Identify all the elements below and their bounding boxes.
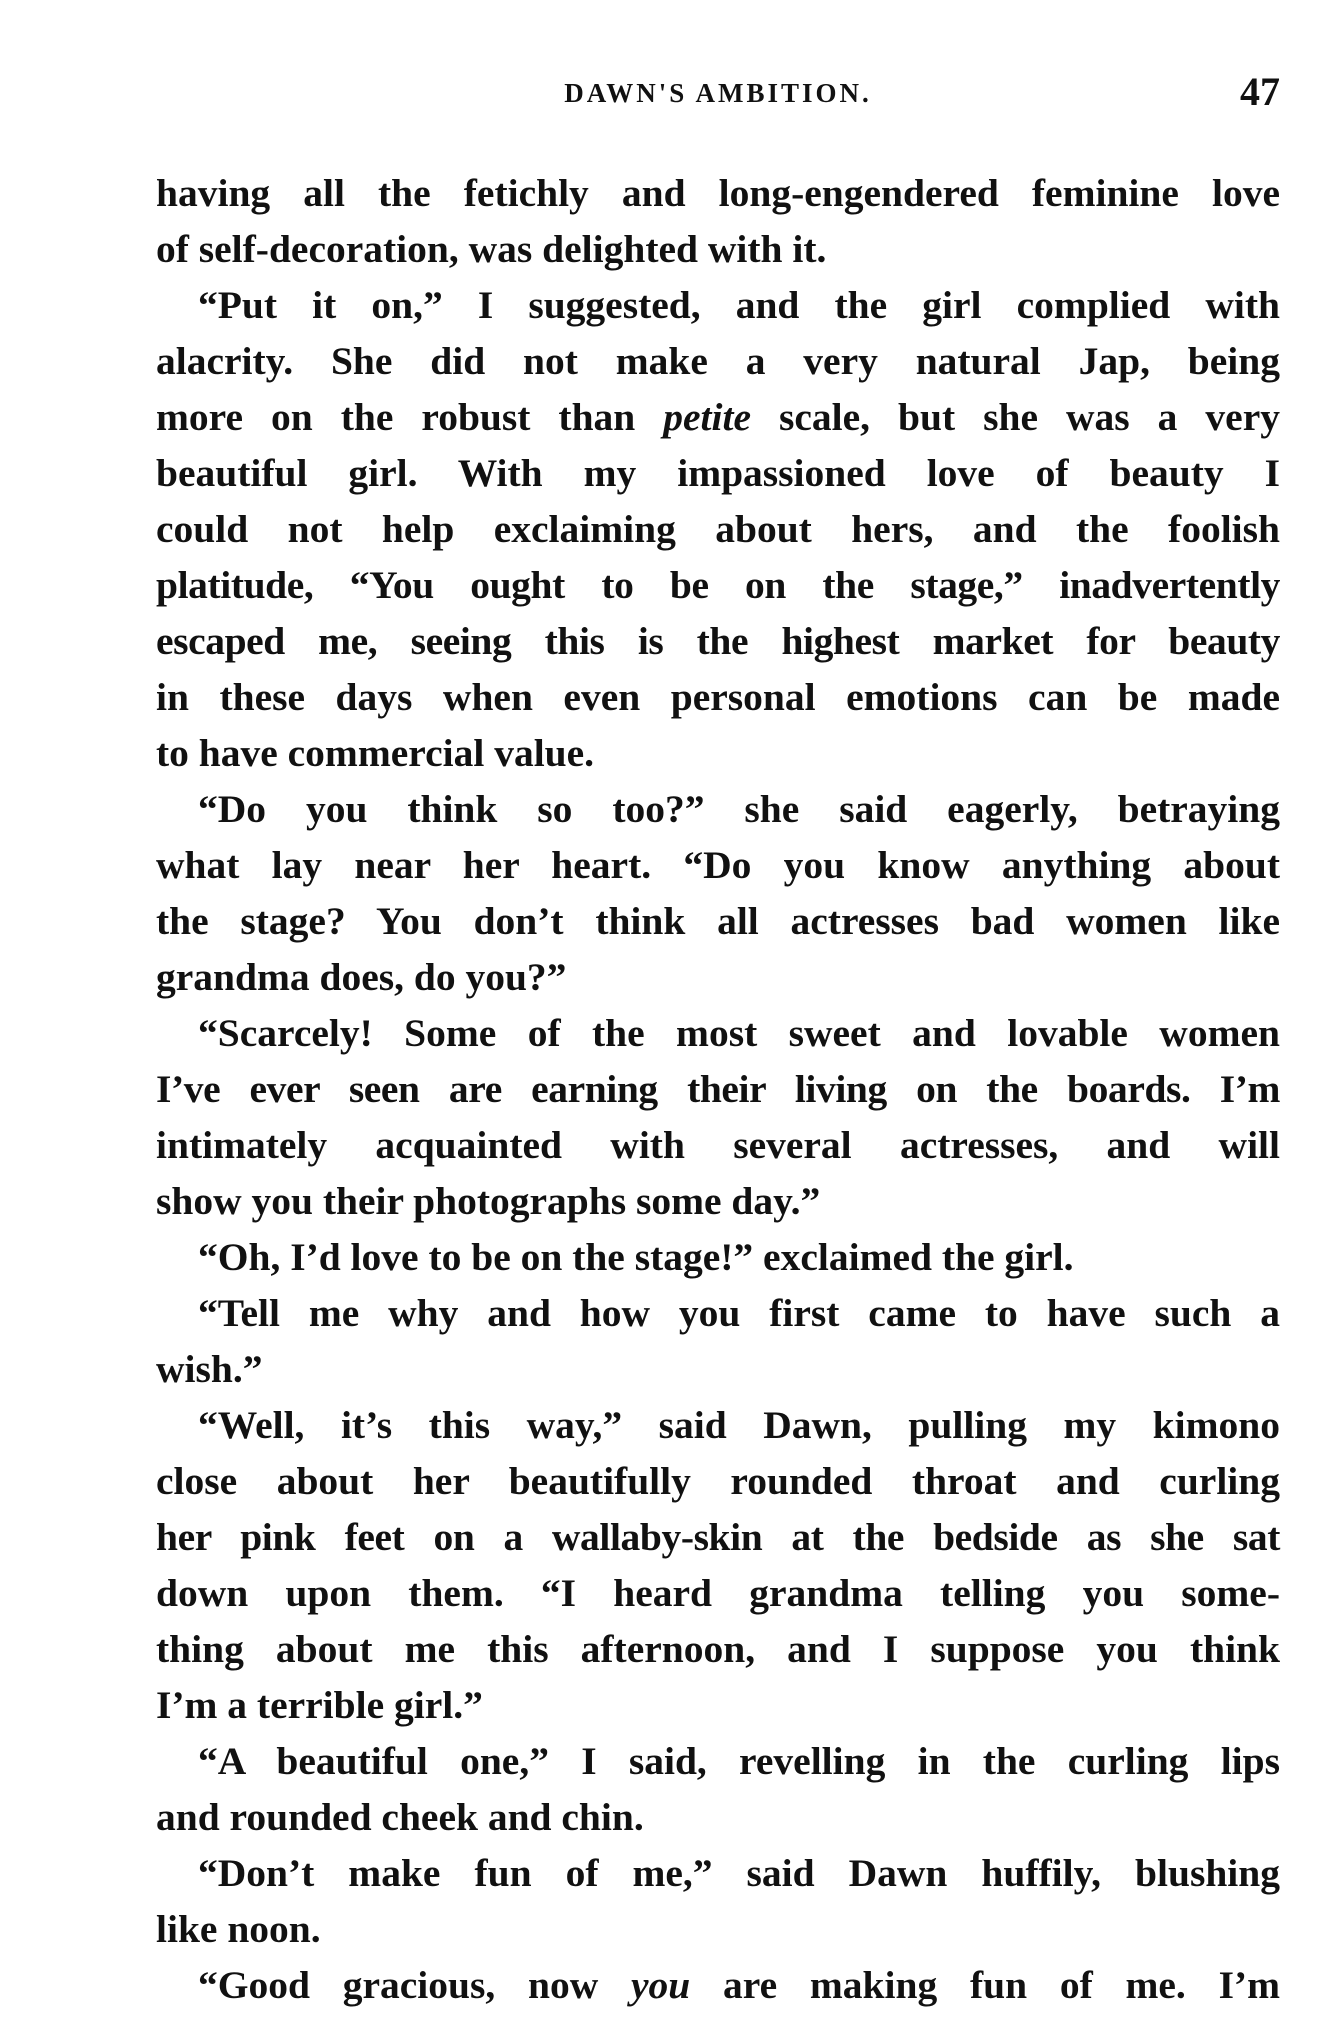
text-line: I’ve ever seen are earning their living on the boards. I’m (156, 1067, 1280, 1111)
text-line: I’m a terrible girl.” (156, 1683, 483, 1727)
text-line: to have commercial value. (156, 731, 595, 775)
text-line: escaped me, seeing this is the highest market for beauty (156, 619, 1280, 663)
text-line: her pink feet on a wallaby-skin at the bedside as she sat (156, 1515, 1280, 1559)
text-line: beautiful girl. With my impassioned love of beauty I (156, 451, 1280, 495)
text-line: “Scarcely! Some of the most sweet and lovable women (198, 1011, 1280, 1055)
paragraph (156, 781, 1280, 1005)
running-title: DAWN'S AMBITION. (564, 78, 872, 108)
text-line: “Oh, I’d love to be on the stage!” exclaimed the girl. (198, 1235, 1074, 1279)
text-line: “Don’t make fun of me,” said Dawn huffily, blushing (198, 1851, 1280, 1895)
running-head (156, 68, 1280, 118)
text-line: and rounded cheek and chin. (156, 1795, 644, 1839)
page-number: 47 (1240, 69, 1280, 114)
text-line: “Put it on,” I suggested, and the girl complied with (198, 283, 1280, 327)
paragraph (156, 1397, 1280, 1733)
text-line: like noon. (156, 1907, 321, 1951)
italic-word: petite (663, 395, 752, 439)
text-line: alacrity. She did not make a very natural Jap, being (156, 339, 1280, 383)
text-line: thing about me this afternoon, and I suppose you think (156, 1627, 1280, 1671)
text-line: show you their photographs some day.” (156, 1179, 821, 1223)
text-line: close about her beautifully rounded throat and curling (156, 1459, 1280, 1503)
text-line: grandma does, do you?” (156, 955, 567, 999)
text-line: having all the fetichly and long-engendered feminine love (156, 171, 1280, 215)
paragraph (156, 1845, 1280, 1957)
paragraph (156, 277, 1280, 781)
text-line: the stage? You don’t think all actresses bad women like (156, 899, 1280, 943)
text-line: down upon them. “I heard grandma telling you some- (156, 1571, 1280, 1615)
text-line: what lay near her heart. “Do you know anything about (156, 843, 1280, 887)
paragraph (156, 1005, 1280, 1229)
paragraph (156, 1285, 1280, 1397)
paragraph (156, 1733, 1280, 1845)
text-line: “Good gracious, now you are making fun of me. I’m (198, 1963, 1280, 2007)
text-line: “Tell me why and how you first came to have such a (198, 1291, 1280, 1335)
text-line: of self-decoration, was delighted with it. (156, 227, 827, 271)
paragraph (156, 1957, 1280, 2013)
text-line: intimately acquainted with several actresses, and will (156, 1123, 1280, 1167)
text-line: could not help exclaiming about hers, and the foolish (156, 507, 1280, 551)
text-line: “Do you think so too?” she said eagerly, betraying (198, 787, 1280, 831)
italic-word: you (631, 1963, 691, 2007)
text-line: platitude, “You ought to be on the stage,” inadvertently (156, 563, 1280, 607)
paragraph (156, 1229, 1280, 1285)
text-line: more on the robust than petite scale, but she was a very (156, 395, 1280, 439)
body-text (156, 165, 1280, 2013)
text-line: “Well, it’s this way,” said Dawn, pulling my kimono (198, 1403, 1280, 1447)
text-line: in these days when even personal emotions can be made (156, 675, 1280, 719)
text-line: “A beautiful one,” I said, revelling in the curling lips (198, 1739, 1280, 1783)
paragraph (156, 165, 1280, 277)
text-line: wish.” (156, 1347, 263, 1391)
